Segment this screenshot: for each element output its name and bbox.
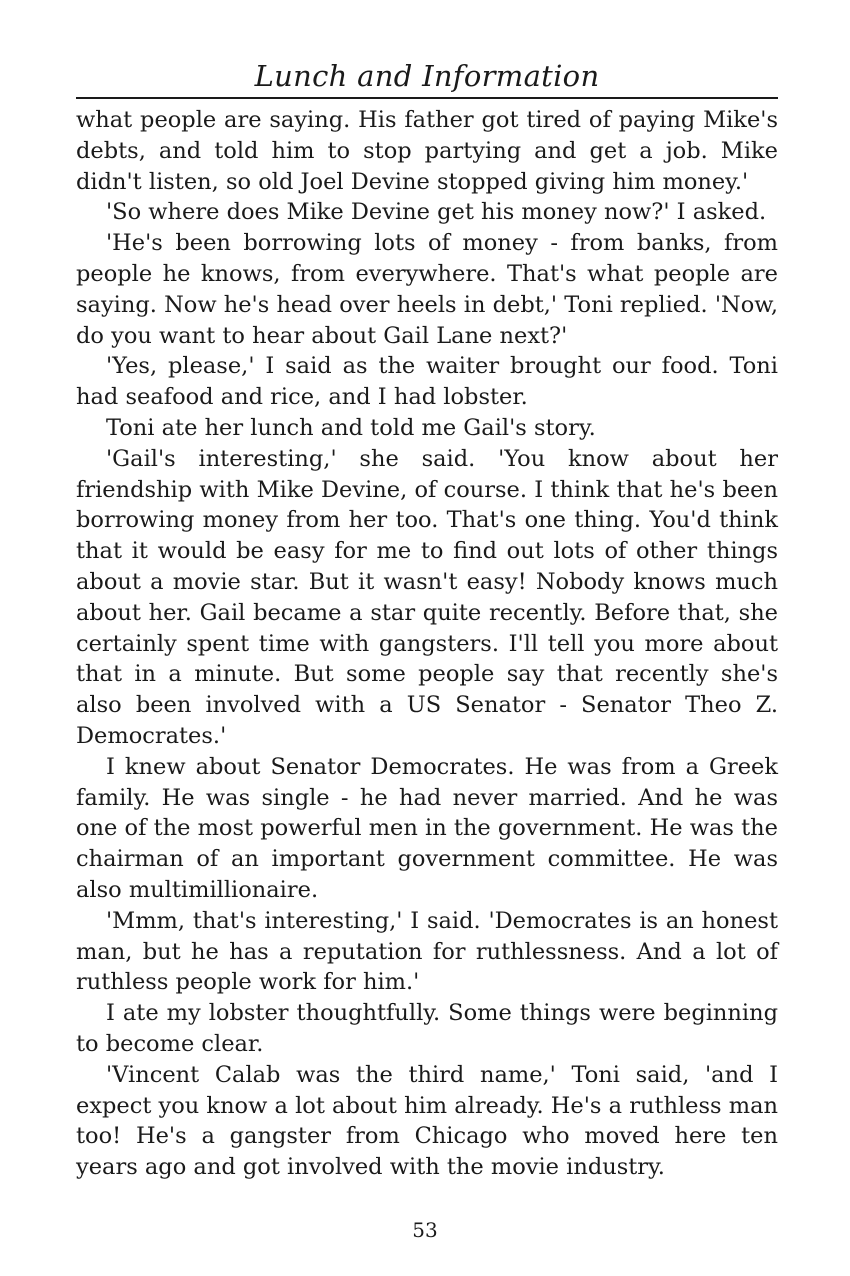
paragraph: what people are saying. His father got tired of paying Mike's debts, and told him to stop partying and get a job. Mike didn't listen, so old Joel Devine stopped giving him money.' bbox=[76, 107, 778, 195]
paragraph: 'Yes, please,' I said as the waiter brought our food. Toni had seafood and rice, and I had lobster. bbox=[76, 353, 778, 411]
page-number: 53 bbox=[412, 1218, 438, 1242]
paragraph: Toni ate her lunch and told me Gail's story. bbox=[106, 414, 596, 441]
body-text bbox=[76, 105, 778, 1183]
paragraph: 'He's been borrowing lots of money - from banks, from people he knows, from everywhere. That's what people are saying. Now he's head over heels in debt,' Toni replied. 'Now, do you want to hear about Gail Lane next?' bbox=[76, 230, 778, 349]
paragraph: 'Mmm, that's interesting,' I said. 'Democrates is an honest man, but he has a reputation for ruthlessness. And a lot of ruthless people work for him.' bbox=[76, 907, 778, 996]
paragraph: 'So where does Mike Devine get his money now?' I asked. bbox=[106, 199, 767, 226]
paragraph: 'Gail's interesting,' she said. 'You know about her friendship with Mike Devine, of course. I think that he's been borrowing money from her too. That's one thing. You'd think that it would be easy for me to find out lots of other things about a movie star. But it wasn't easy! Nobody knows much about her. Gail became a star quite recently. Before that, she certainly spent time with gangsters. I'll tell you more about that in a minute. But some people say that recently she's also been involved with a US Senator - Senator Theo Z. Democrates.' bbox=[76, 445, 778, 749]
page-title: Lunch and Information bbox=[254, 59, 600, 93]
header-divider bbox=[76, 97, 778, 99]
paragraph: I ate my lobster thoughtfully. Some things were beginning to become clear. bbox=[76, 1000, 778, 1057]
paragraph: 'Vincent Calab was the third name,' Toni said, 'and I expect you know a lot about him already. He's a ruthless man too! He's a gangster from Chicago who moved here ten years ago and got involved with the movie industry. bbox=[76, 1061, 778, 1181]
paragraph: I knew about Senator Democrates. He was from a Greek family. He was single - he had never married. And he was one of the most powerful men in the government. He was the chairman of an important government committee. He was also multimillionaire. bbox=[76, 753, 778, 903]
